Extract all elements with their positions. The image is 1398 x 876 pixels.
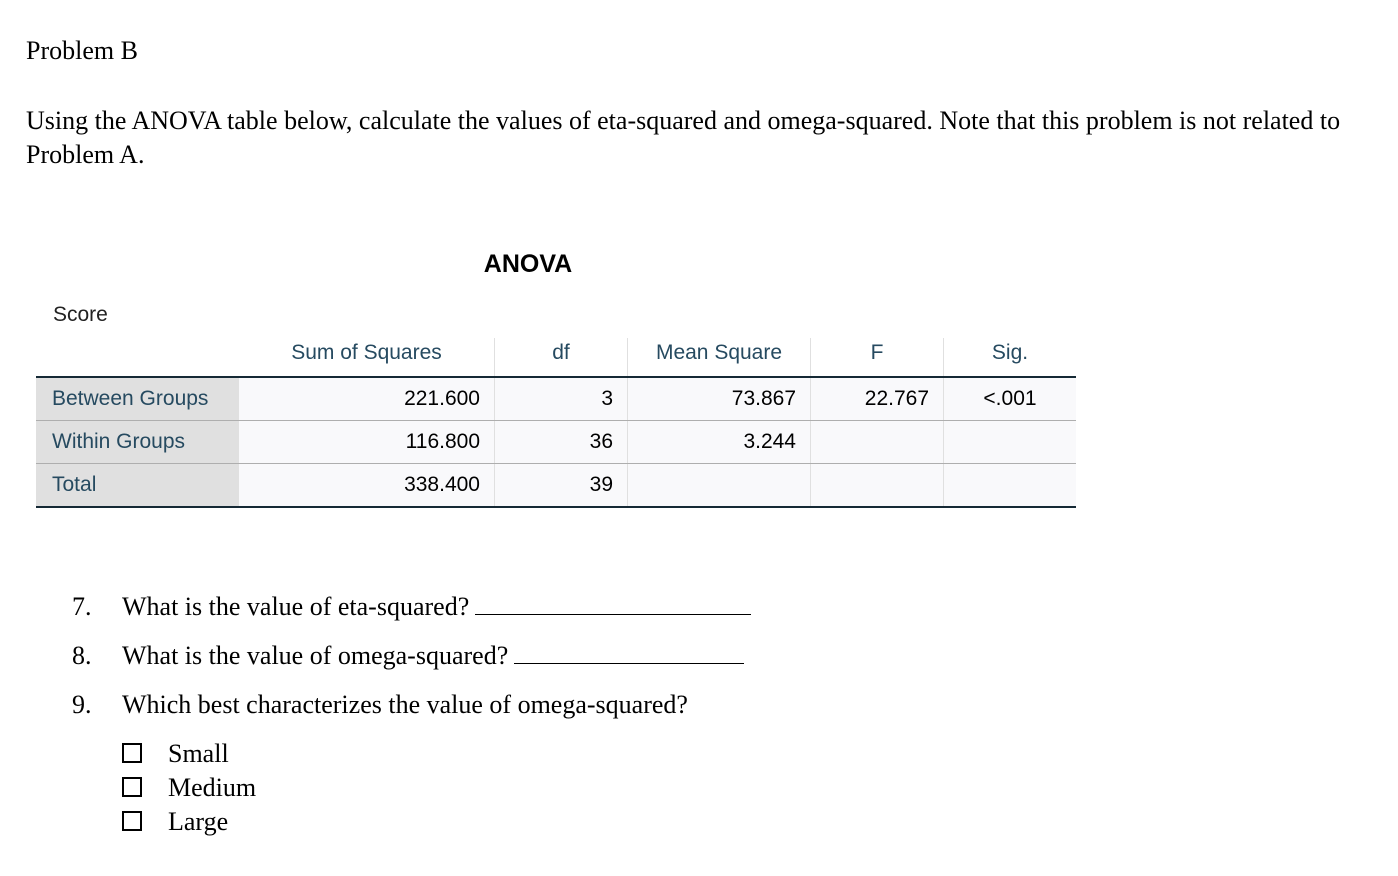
cell-df: 39: [495, 464, 628, 508]
question-number: 8.: [72, 641, 92, 670]
header-df: df: [495, 338, 628, 377]
option-medium[interactable]: [122, 773, 256, 803]
header-mean-square: Mean Square: [628, 338, 811, 377]
header-f: F: [811, 338, 944, 377]
question-text: What is the value of omega-squared?: [122, 641, 509, 670]
table-row-between-groups: [36, 377, 1076, 421]
checkbox-icon[interactable]: [122, 743, 142, 763]
problem-title: Problem B: [26, 36, 138, 65]
row-label: Total: [36, 464, 239, 508]
checkbox-icon[interactable]: [122, 811, 142, 831]
problem-instructions: Using the ANOVA table below, calculate the values of eta-squared and omega-squared. Note that this problem is not related to Problem A.: [26, 106, 1341, 169]
question-7: [72, 592, 751, 622]
table-header-row: [36, 338, 1076, 377]
cell-df: 3: [495, 377, 628, 421]
row-label: Between Groups: [36, 377, 239, 421]
question-8: [72, 641, 744, 671]
cell-f: 22.767: [811, 377, 944, 421]
header-sig: Sig.: [944, 338, 1077, 377]
option-small[interactable]: [122, 739, 229, 769]
checkbox-icon[interactable]: [122, 777, 142, 797]
answer-blank-eta-squared[interactable]: [475, 592, 751, 615]
dependent-variable-label: Score: [53, 303, 108, 326]
header-sum-of-squares: Sum of Squares: [291, 341, 442, 364]
answer-blank-omega-squared[interactable]: [514, 641, 744, 664]
cell-f: [811, 464, 944, 508]
option-label: Large: [168, 807, 229, 836]
cell-ms: 73.867: [628, 377, 811, 421]
table-row-within-groups: [36, 421, 1076, 464]
question-9: [72, 690, 688, 720]
cell-df: 36: [495, 421, 628, 464]
question-number: 9.: [72, 690, 92, 719]
option-large[interactable]: [122, 807, 228, 837]
question-text: Which best characterizes the value of omega-squared?: [122, 690, 688, 719]
anova-table-title: ANOVA: [483, 250, 573, 278]
cell-ss: 221.600: [239, 377, 495, 421]
option-label: Medium: [168, 773, 257, 802]
cell-sig: <.001: [944, 377, 1077, 421]
table-row-total: [36, 464, 1076, 508]
option-label: Small: [168, 739, 229, 768]
question-number: 7.: [72, 592, 92, 621]
cell-ms: [628, 464, 811, 508]
cell-f: [811, 421, 944, 464]
anova-table: [36, 338, 1076, 508]
row-label: Within Groups: [36, 421, 239, 464]
cell-sig: [944, 421, 1077, 464]
cell-ss: 338.400: [239, 464, 495, 508]
header-source: [36, 338, 239, 377]
cell-ms: 3.244: [628, 421, 811, 464]
cell-sig: [944, 464, 1077, 508]
cell-ss: 116.800: [239, 421, 495, 464]
question-text: What is the value of eta-squared?: [122, 592, 470, 621]
